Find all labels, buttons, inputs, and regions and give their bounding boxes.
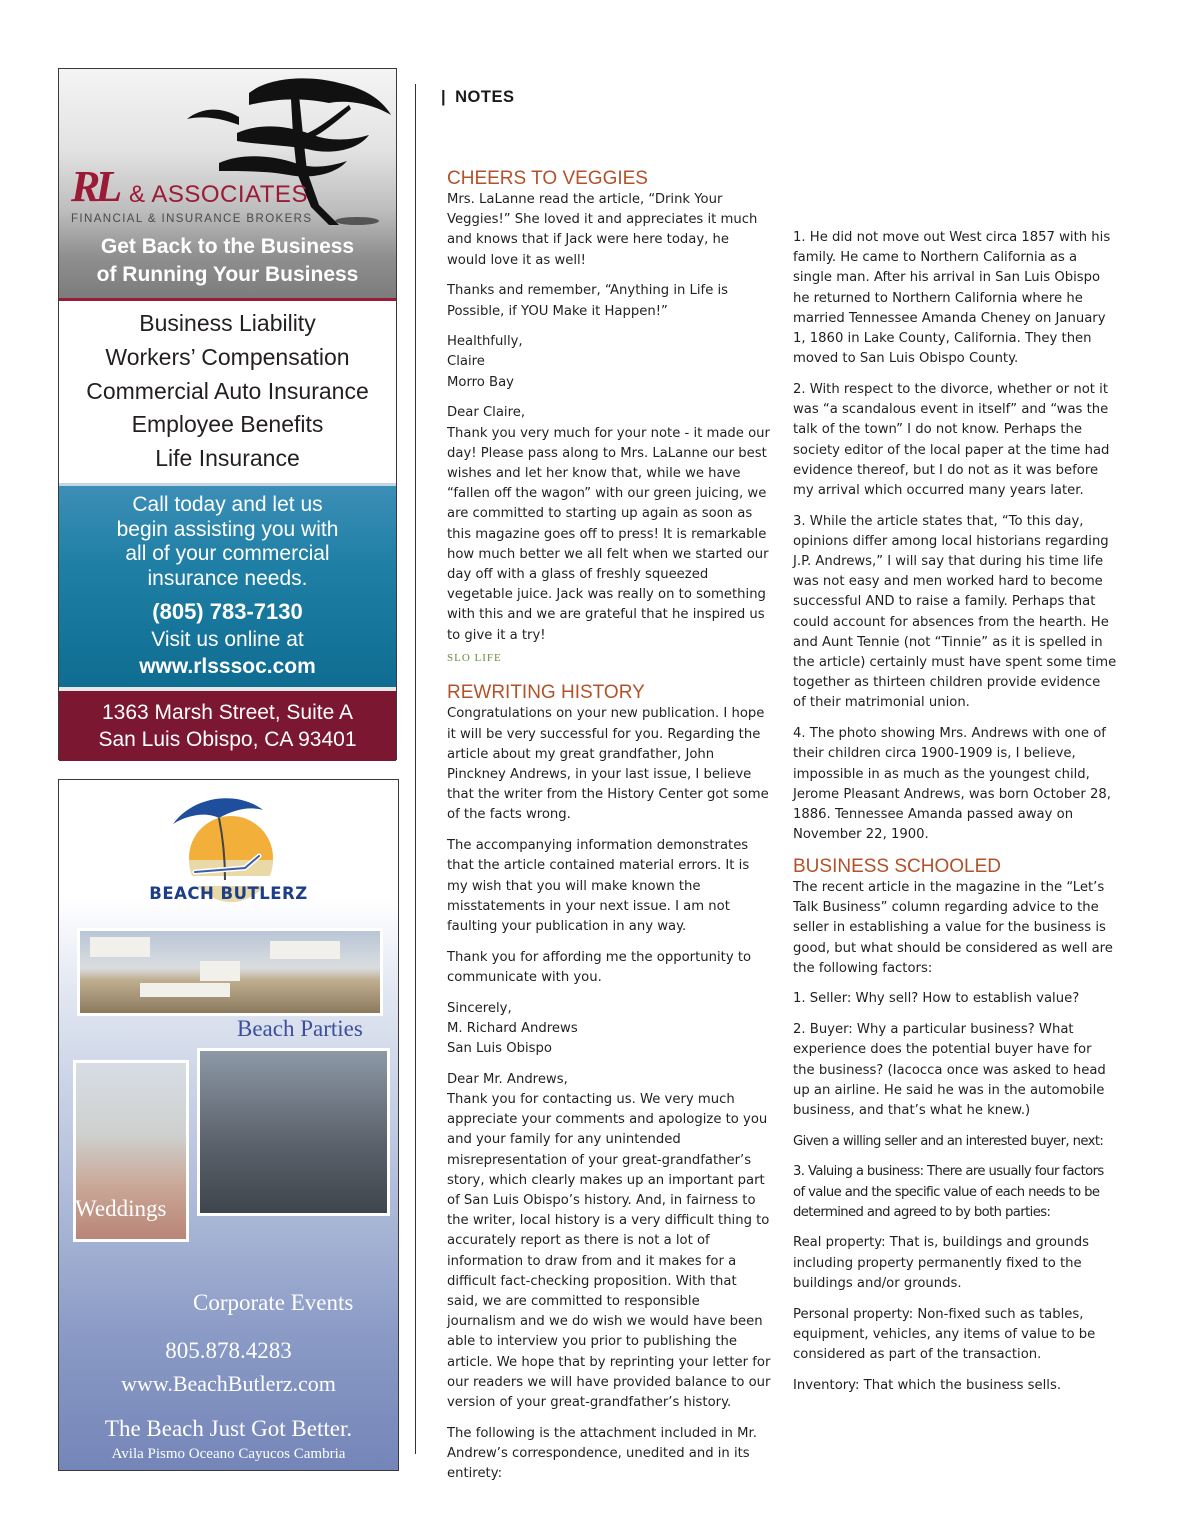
attachment-point: 4. The photo showing Mrs. Andrews with one of their children circa 1900-1909 is, I believe, impossible in as much as the youngest child, Jerome Pleasant Andrews, was born October 28, 1886. Tennessee Amanda passed away on November 22, 1900. — [793, 726, 1111, 843]
section-bar: | — [441, 88, 447, 106]
ad-website-link[interactable]: www.rlsssoc.com — [139, 655, 316, 678]
caption-beach-parties: Beach Parties — [237, 1016, 363, 1041]
letter-paragraph: 2. Buyer: Why a particular business? What experience does the potential buyer have for the business? (Iacocca once was asked to head up an airline. He said he was in the automobile business, and that’s what he knew.) — [793, 1022, 1106, 1118]
corporate-event-photo — [197, 1048, 390, 1216]
letter-paragraph: Inventory: That which the business sells. — [793, 1377, 1062, 1393]
ad-headline — [59, 233, 396, 289]
signature-line: San Luis Obispo — [447, 1041, 552, 1057]
rl-logo-name: & ASSOCIATES — [129, 181, 308, 208]
ad-phone-number[interactable]: (805) 783-7130 — [152, 599, 303, 624]
ad-divider — [59, 483, 396, 486]
reply-salutation: Dear Claire, — [447, 405, 526, 421]
article-column-right — [793, 166, 1117, 1406]
call-to-action-panel — [59, 483, 396, 687]
letter-paragraph: Personal property: Non-fixed such as tables, equipment, vehicles, any items of value to be considered as part of the transaction. — [793, 1306, 1096, 1362]
letter-paragraph: Thank you for affording me the opportunity to communicate with you. — [447, 949, 752, 985]
service-item: Business Liability — [139, 310, 316, 336]
ad-headline-line-1: Get Back to the Business — [100, 235, 355, 258]
address-line-1: 1363 Marsh Street, Suite A — [102, 701, 353, 724]
rl-associates-ad[interactable] — [58, 68, 397, 760]
signature-line: Sincerely, — [447, 1000, 512, 1016]
column-continuation-spacer — [793, 166, 1117, 228]
beach-tagline: The Beach Just Got Better. — [104, 1416, 353, 1441]
call-line: insurance needs. — [147, 566, 308, 590]
beach-phone-number[interactable]: 805.878.4283 — [165, 1338, 292, 1363]
letter-paragraph: Mrs. LaLanne read the article, “Drink Your Veggies!” She loved it and appreciates it much and knows that if Jack were here today, he would love it as well! — [447, 192, 758, 268]
letter-paragraph: 1. Seller: Why sell? How to establish value? — [793, 991, 1080, 1007]
services-list — [59, 307, 396, 476]
slo-life-signature: SLO LIFE — [447, 652, 502, 665]
beach-party-photo — [77, 928, 383, 1016]
rl-logo-mark: RL — [71, 162, 118, 211]
letter-paragraph: 3. Valuing a business: There are usually four factors of value and the specific value of each needs to be determined and agreed to by both parties: — [793, 1164, 1104, 1220]
call-line: Call today and let us — [132, 493, 323, 516]
service-item: Workers’ Compensation — [105, 343, 350, 370]
ad-headline-line-2: of Running Your Business — [96, 263, 359, 286]
heading-rewriting-history: REWRITING HISTORY — [447, 682, 645, 704]
signature-line: Morro Bay — [447, 374, 514, 390]
visit-label: Visit us online at — [151, 628, 304, 651]
rl-logo-tagline: FINANCIAL & INSURANCE BROKERS — [71, 213, 313, 225]
beach-butlerz-name: BEACH BUTLERZ — [149, 884, 308, 903]
ad-header-panel — [59, 69, 396, 298]
address-line-2: San Luis Obispo, CA 93401 — [98, 728, 357, 751]
signature-line: Healthfully, — [447, 334, 523, 350]
reply-salutation: Dear Mr. Andrews, — [447, 1071, 568, 1087]
beach-website-link[interactable]: www.BeachButlerz.com — [121, 1371, 336, 1396]
signature-line: Claire — [447, 354, 485, 370]
heading-cheers-to-veggies: CHEERS TO VEGGIES — [447, 168, 648, 189]
heading-business-schooled: BUSINESS SCHOOLED — [793, 855, 1001, 877]
letter-paragraph: Given a willing seller and an interested buyer, next: — [793, 1133, 1104, 1149]
caption-corporate-events: Corporate Events — [193, 1290, 354, 1315]
section-label: NOTES — [455, 88, 515, 106]
reply-body: Thank you very much for your note - it made our day! Please pass along to Mrs. LaLanne our best wishes and let her know that, while we have “fallen off the wagon” with our green juicing, we are committed to starting up again as soon as this magazine goes off to press! It is remarkable how much better we all felt when we started our day off with a glass of freshly squeezed vegetable juice. Jack was really on to something with this and we are grateful that he inspired us to give it a try! — [447, 425, 770, 643]
ad-divider — [59, 298, 396, 301]
letter-paragraph: The recent article in the magazine in the “Let’s Talk Business” column regarding advice to the seller in establishing a value for the business is good, but what should be considered as well are the following factors: — [793, 879, 1113, 976]
reply-paragraph — [447, 403, 771, 645]
letter-signature — [447, 332, 771, 393]
letter-paragraph: Thanks and remember, “Anything in Life is Possible, if YOU Make it Happen!” — [447, 283, 729, 319]
letter-paragraph: Congratulations on your new publication. I hope it will be very successful for you. Regarding the article about my great grandfather, John Pinckney Andrews, in your last issue, I believe that the writer from the History Center got some of the facts wrong. — [447, 706, 769, 823]
call-to-action-text — [59, 493, 396, 591]
address-panel — [59, 691, 396, 761]
column-divider — [415, 84, 416, 1454]
section-header — [441, 88, 514, 107]
attachment-point: 3. While the article states that, “To this day, opinions differ among local historians regarding J.P. Andrews,” I will say that during his time life was not easy and men worked hard to become successful AND to raise a family. Perhaps that could account for absences from the hearth. He and Aunt Tennie (not “Tinnie” as it is spelled in the article) certainly must have spent some time together as thirteen children provide evidence of their matrimonial union. — [793, 513, 1117, 711]
call-line: begin assisting you with — [116, 517, 339, 541]
letter-paragraph: The following is the attachment included in Mr. Andrew’s correspondence, unedited and in its entirety: — [447, 1425, 757, 1482]
service-item: Employee Benefits — [131, 411, 324, 438]
letter-paragraph: The accompanying information demonstrates that the article contained material errors. It is my wish that you will make known the misstatements in your next issue. I am not faulting your publication in any way. — [447, 838, 750, 934]
reply-body: Thank you for contacting us. We very much appreciate your comments and apologize to you and your family for any unintended misrepresentation of your great-grandfather’s story, which clearly makes up an important part of San Luis Obispo’s history. And, in fairness to the writer, local history is a very difficult thing to accurately report as there is not a lot of information to draw from and it makes for a difficult fact-checking proposition. With that said, we are committed to responsible journalism and we do wish we would have been able to interview you prior to publishing the article. We hope that by reprinting your letter for our readers we will have provided balance to our version of your great-grandfather’s history. — [447, 1091, 771, 1410]
signature-line: M. Richard Andrews — [447, 1020, 578, 1036]
reply-paragraph — [447, 1070, 771, 1413]
beach-towns: Avila Pismo Oceano Cayucos Cambria — [111, 1446, 346, 1462]
call-line: all of your commercial — [125, 542, 330, 565]
service-item: Commercial Auto Insurance — [86, 377, 369, 404]
service-item: Life Insurance — [155, 445, 300, 472]
attachment-point: 2. With respect to the divorce, whether or not it was “a scandalous event in itself” and “was the talk of the town” I do not know. Perhaps the society editor of the local paper at the time had evidence thereof, but I do not as it was before my arrival which occurred many years later. — [793, 381, 1110, 498]
beach-butlerz-ad[interactable] — [58, 779, 399, 1471]
letter-paragraph: Real property: That is, buildings and grounds including property permanently fixed to the buildings and/or grounds. — [793, 1235, 1089, 1291]
letter-signature — [447, 999, 771, 1060]
article-column-left — [447, 166, 771, 1482]
caption-weddings: Weddings — [75, 1196, 167, 1221]
attachment-point: 1. He did not move out West circa 1857 with his family. He came to Northern California as a single man. After his arrival in San Luis Obispo he returned to Northern California where he married Tennessee Amanda Cheney on January 1, 1860 in Lake County, California. They then moved to San Luis Obispo County. — [793, 230, 1111, 367]
